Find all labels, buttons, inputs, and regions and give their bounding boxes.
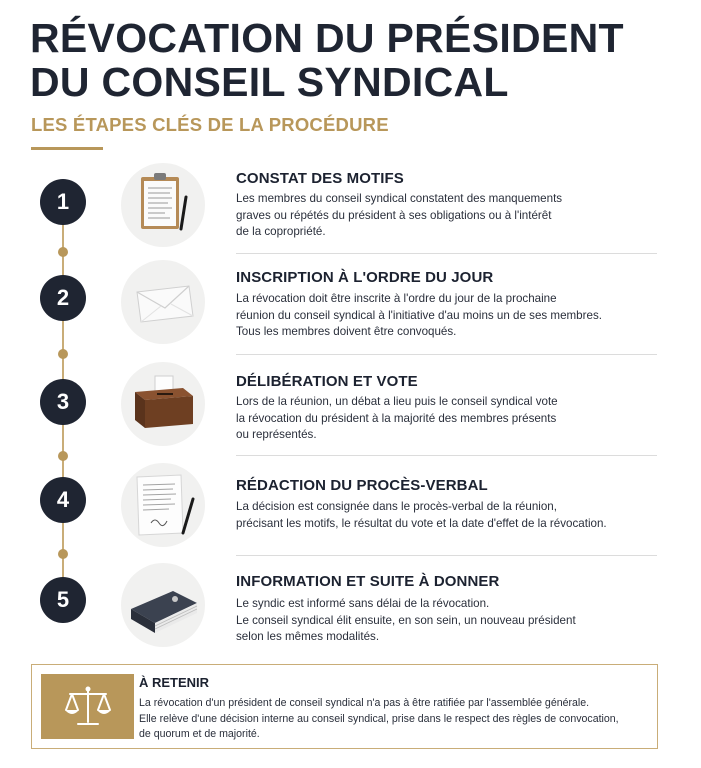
step-description-line: La révocation doit être inscrite à l'ordre du jour de la prochaine bbox=[236, 292, 557, 305]
step-number-badge: 3 bbox=[40, 379, 86, 425]
step-description-line: la révocation du président à la majorité des membres présents bbox=[236, 411, 557, 425]
key-takeaway-title: À RETENIR bbox=[139, 675, 210, 690]
step-description-line: de la copropriété. bbox=[236, 225, 326, 238]
key-takeaway-line: de quorum et de majorité. bbox=[139, 728, 260, 740]
step-description-line: Lors de la réunion, un débat a lieu puis le conseil syndical vote bbox=[236, 395, 558, 408]
step-description-line: Le conseil syndical élit ensuite, en son sein, un nouveau président bbox=[236, 613, 576, 627]
step-divider bbox=[236, 555, 657, 556]
step-1 bbox=[0, 160, 701, 260]
step-description-line: La décision est consignée dans le procès-verbal de la réunion, bbox=[236, 500, 557, 513]
step-divider bbox=[236, 253, 657, 254]
step-description-line: Le syndic est informé sans délai de la révocation. bbox=[236, 597, 490, 610]
step-description-line: graves ou répétés du président à ses obligations ou à l'intérêt bbox=[236, 208, 552, 222]
key-takeaway-line: La révocation d'un président de conseil syndical n'a pas à être ratifiée par l'assemblée générale. bbox=[139, 697, 590, 709]
step-title: INSCRIPTION À L'ORDRE DU JOUR bbox=[236, 269, 494, 286]
step-title: INFORMATION ET SUITE À DONNER bbox=[236, 573, 500, 590]
gold-divider bbox=[31, 147, 103, 150]
key-takeaway-box bbox=[31, 664, 658, 749]
step-title: RÉDACTION DU PROCÈS-VERBAL bbox=[236, 477, 488, 494]
scales-of-justice-icon bbox=[41, 674, 134, 739]
step-3 bbox=[0, 364, 701, 464]
page-title bbox=[30, 16, 690, 104]
step-4 bbox=[0, 464, 701, 564]
step-title: DÉLIBÉRATION ET VOTE bbox=[236, 373, 418, 390]
step-description-line: Tous les membres doivent être convoqués. bbox=[236, 325, 457, 338]
step-number-badge: 5 bbox=[40, 577, 86, 623]
step-description-line: selon les mêmes modalités. bbox=[236, 630, 380, 643]
step-description-line: précisant les motifs, le résultat du vote et la date d'effet de la révocation. bbox=[236, 516, 607, 530]
step-number-badge: 1 bbox=[40, 179, 86, 225]
step-number-badge: 4 bbox=[40, 477, 86, 523]
step-divider bbox=[236, 354, 657, 355]
clipboard-document-icon bbox=[121, 163, 205, 247]
step-description bbox=[236, 191, 656, 241]
step-number-badge: 2 bbox=[40, 275, 86, 321]
step-2 bbox=[0, 262, 701, 362]
key-takeaway-text bbox=[139, 696, 649, 743]
step-description-line: réunion du conseil syndical à l'initiative d'au moins un de ses membres. bbox=[236, 308, 602, 322]
step-description bbox=[236, 596, 656, 646]
binder-icon bbox=[121, 563, 205, 647]
key-takeaway-line: Elle relève d'une décision interne au conseil syndical, prise dans le respect des règles de convocation, bbox=[139, 712, 619, 725]
title-line-2: DU CONSEIL SYNDICAL bbox=[30, 59, 509, 105]
step-description bbox=[236, 499, 656, 532]
signed-document-icon bbox=[121, 463, 205, 547]
step-description-line: Les membres du conseil syndical constatent des manquements bbox=[236, 192, 563, 205]
step-divider bbox=[236, 455, 657, 456]
step-title: CONSTAT DES MOTIFS bbox=[236, 170, 404, 187]
page-subtitle: LES ÉTAPES CLÉS DE LA PROCÉDURE bbox=[31, 114, 389, 135]
ballot-box-icon bbox=[121, 362, 205, 446]
step-5 bbox=[0, 564, 701, 664]
step-description-line: ou représentés. bbox=[236, 428, 317, 441]
title-line-1: RÉVOCATION DU PRÉSIDENT bbox=[30, 15, 624, 61]
step-description bbox=[236, 394, 656, 444]
envelope-icon bbox=[121, 260, 205, 344]
step-description bbox=[236, 291, 656, 341]
